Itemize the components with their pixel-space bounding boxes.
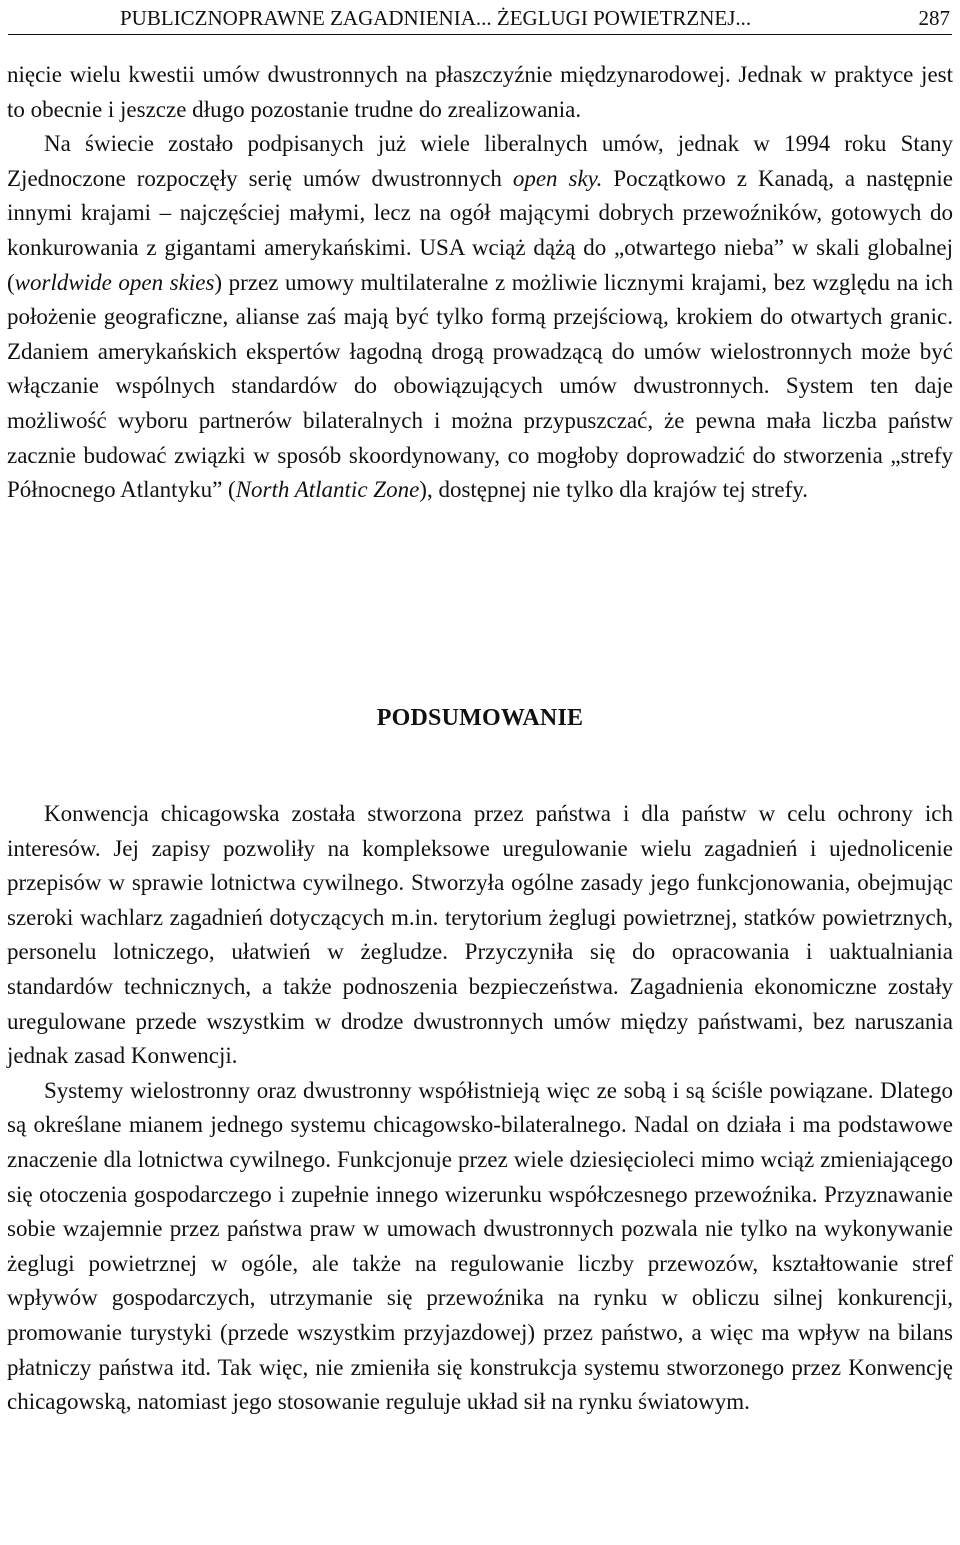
paragraph-text: ) przez umowy multilateralne z możliwie licznymi krajami, bez względu na ich położenie geograficzne, alianse zaś mają być tylko formą przejściową, krokiem do otwartych granic. Zdaniem amerykańskich ekspertów łagodną drogą prowadzącą do umów wielostronnych może być włączanie wspólnych standardów do obowiązujących umów dwustronnych. System ten daje możliwość wyboru partnerów bilateralnych i można przypuszczać, że pewna mała liczba państw zacznie budować związki w sposób skoordynowany, co mogłoby doprowadzić do stworzenia „strefy Północnego Atlantyku” (: [7, 269, 953, 503]
emphasis-north-atlantic-zone: North Atlantic Zone: [235, 477, 420, 503]
emphasis-open-sky: open sky.: [512, 165, 603, 191]
paragraph-text: Początkowo z Kanadą, a następnie innymi krajami – najczęściej małymi, lecz na ogół mającymi dobrych przewoźników, gotowych do konkurowania z gigantami amerykańskimi. USA wciąż dążą do „otwartego nieba” w skali globalnej (: [7, 165, 953, 295]
running-header: [8, 4, 952, 35]
section-heading-summary: PODSUMOWANIE: [376, 705, 584, 731]
running-title: PUBLICZNOPRAWNE ZAGADNIENIA... ŻEGLUGI POWIETRZNEJ...: [120, 6, 752, 30]
summary-paragraph-2: Systemy wielostronny oraz dwustronny współistnieją więc ze sobą i są ściśle powiązane. Dlatego są określane mianem jednego systemu chicagowsko-bilateralnego. Nadal on działa i ma podstawowe znaczenie dla lotnictwa cywilnego. Funkcjonuje przez wiele dziesięcioleci mimo wciąż zmieniającego się otoczenia gospodarczego i zupełnie innego wizerunku współczesnego przewoźnika. Przyznawanie sobie wzajemnie przez państwa praw w umowach dwustronnych pozwala nie tylko na wykonywanie żeglugi powietrznej w ogóle, ale także na regulowanie liczby przewozów, kształtowanie stref wpływów gospodarczych, utrzymanie się przewoźnika na rynku w obliczu silnej konkurencji, promowanie turystyki (przede wszystkim przyjazdowej) przez państwo, a więc ma wpływ na bilans płatniczy państwa itd. Tak więc, nie zmieniła się konstrukcja systemu stworzonego przez Konwencję chicagowską, natomiast jego stosowanie reguluje układ sił na rynku światowym.: [7, 1077, 953, 1415]
summary-section: [7, 797, 953, 1420]
summary-paragraph-1: Konwencja chicagowska została stworzona przez państwa i dla państw w celu ochrony ich interesów. Jej zapisy pozwoliły na kompleksowe uregulowanie wielu zagadnień i ujednolicenie przepisów w sprawie lotnictwa cywilnego. Stworzyła ogólne zasady jego funkcjonowania, obejmując szeroki wachlarz zagadnień dotyczących m.in. terytorium żeglugi powietrznej, statków powietrznych, personelu lotniczego, ułatwień w żegludze. Przyczyniła się do opracowania i uaktualniania standardów technicznych, a także podnoszenia bezpieczeństwa. Zagadnienia ekonomiczne zostały uregulowane przede wszystkim w drodze dwustronnych umów między państwami, bez naruszania jednak zasad Konwencji.: [7, 801, 953, 1069]
paragraph-text: Na świecie zostało podpisanych już wiele liberalnych umów, jednak w 1994 roku Stany Zjednoczone rozpoczęły serię umów dwustronnych: [7, 131, 953, 191]
page-number: 287: [918, 6, 950, 30]
emphasis-worldwide-open-skies: worldwide open skies: [14, 269, 215, 295]
paragraph-open-sky: [7, 127, 953, 508]
body-text-section: [7, 58, 953, 508]
paragraph-continuation: nięcie wielu kwestii umów dwustronnych na płaszczyźnie międzynarodowej. Jednak w praktyce jest to obecnie i jeszcze długo pozostanie trudne do zrealizowania.: [7, 62, 953, 122]
paragraph-text: ), dostępnej nie tylko dla krajów tej strefy.: [419, 477, 809, 503]
